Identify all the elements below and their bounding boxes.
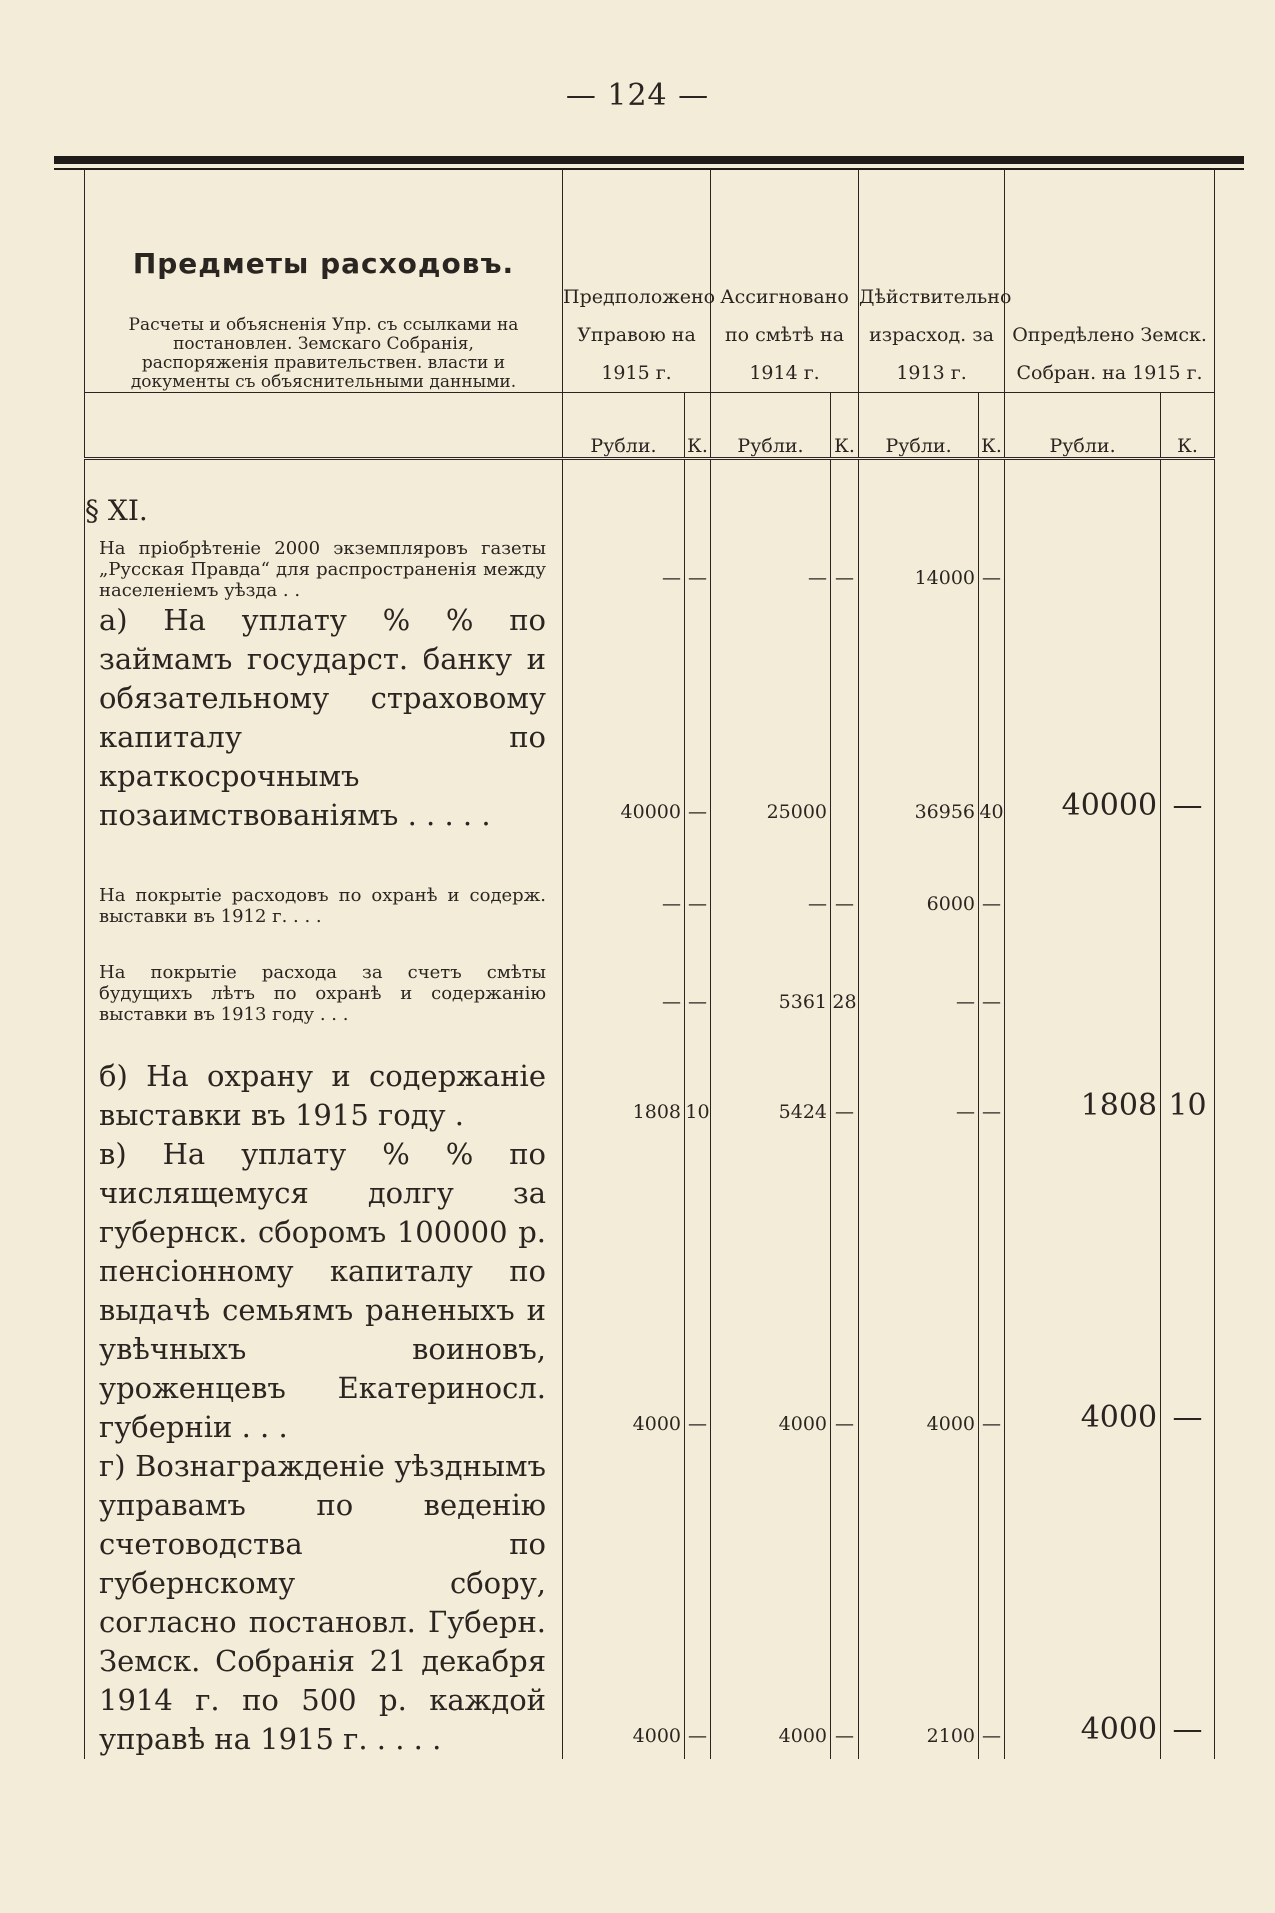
header-rule <box>54 156 1244 164</box>
proposed-kopecks: — <box>685 601 711 835</box>
assigned-rubles: 5424 <box>711 1025 831 1135</box>
proposed-kopecks: — <box>685 1135 711 1447</box>
proposed-rubles: 4000 <box>563 1135 685 1447</box>
page-number: — 124 — <box>565 78 710 113</box>
assigned-rubles: — <box>711 835 831 927</box>
assigned-rubles: — <box>711 527 831 601</box>
header-col-assigned: Ассигновано по смѣтѣ на 1914 г. <box>711 170 859 392</box>
unit-rub: Рубли. <box>1005 392 1161 458</box>
assigned-kopecks: 28 <box>831 927 859 1025</box>
spent-rubles: 2100 <box>859 1447 979 1759</box>
unit-kop: К. <box>685 392 711 458</box>
section-row <box>85 464 1215 527</box>
row-description: а) На уплату % % по займамъ государст. банку и обязательному страховому капиталу по краткосрочнымъ позаимствованіямъ . . . . . <box>85 601 563 835</box>
determined-kopecks <box>1161 527 1215 601</box>
row-description: в) На уплату % % по числящемуся долгу за губернск. сборомъ 100000 р. пенсіонному капиталу по выдачѣ семьямъ раненыхъ и увѣчныхъ воиновъ, уроженцевъ Екатериносл. губерніи . . . <box>85 1135 563 1447</box>
header-cell-items <box>85 170 563 392</box>
determined-rubles: 4000 <box>1005 1447 1161 1759</box>
header-col-determined: Опредѣлено Земск. Собран. на 1915 г. <box>1005 170 1215 392</box>
spent-rubles: 4000 <box>859 1135 979 1447</box>
spent-kopecks: 40 <box>979 601 1005 835</box>
table-row <box>85 927 1215 1025</box>
expense-table <box>84 170 1215 1759</box>
spent-rubles: — <box>859 927 979 1025</box>
assigned-rubles: 5361 <box>711 927 831 1025</box>
spent-kopecks: — <box>979 527 1005 601</box>
determined-kopecks: — <box>1161 601 1215 835</box>
assigned-rubles: 25000 <box>711 601 831 835</box>
table-row <box>85 527 1215 601</box>
spent-kopecks: — <box>979 1135 1005 1447</box>
table-row <box>85 1025 1215 1135</box>
determined-kopecks: 10 <box>1161 1025 1215 1135</box>
proposed-kopecks: — <box>685 927 711 1025</box>
spent-kopecks: — <box>979 927 1005 1025</box>
assigned-kopecks: — <box>831 527 859 601</box>
determined-rubles: 1808 <box>1005 1025 1161 1135</box>
table-row <box>85 835 1215 927</box>
assigned-kopecks: — <box>831 1025 859 1135</box>
header-subtitle: Расчеты и объясненія Упр. съ ссылками на постановлен. Земскаго Собранія, распоряженія правительствен. власти и документы съ объяснительными данными. <box>128 314 519 392</box>
unit-rub: Рубли. <box>563 392 685 458</box>
assigned-kopecks: — <box>831 835 859 927</box>
determined-kopecks <box>1161 835 1215 927</box>
proposed-kopecks: — <box>685 1447 711 1759</box>
table-row <box>85 1447 1215 1759</box>
unit-kop: К. <box>979 392 1005 458</box>
determined-rubles <box>1005 527 1161 601</box>
row-description: г) Вознагражденіе уѣзднымъ управамъ по веденію счетоводства по губернскому сбору, согласно постановл. Губерн. Земск. Собранія 21 декабря 1914 г. по 500 р. каждой управѣ на 1915 г. . . . . <box>85 1447 563 1759</box>
row-description: На пріобрѣтеніе 2000 экземпляровъ газеты „Русская Правда“ для распространенія между населеніемъ уѣзда . . <box>85 527 563 601</box>
proposed-rubles: 1808 <box>563 1025 685 1135</box>
table-row <box>85 601 1215 835</box>
proposed-rubles: — <box>563 835 685 927</box>
unit-kop: К. <box>1161 392 1215 458</box>
proposed-rubles: 40000 <box>563 601 685 835</box>
header-title: Предметы расходовъ. <box>132 246 515 280</box>
spent-rubles: 14000 <box>859 527 979 601</box>
determined-kopecks: — <box>1161 1135 1215 1447</box>
header-col-spent: Дѣйствительно израсход. за 1913 г. <box>859 170 1005 392</box>
determined-kopecks <box>1161 927 1215 1025</box>
header-col-proposed: Предположено Управою на 1915 г. <box>563 170 711 392</box>
row-description: б) На охрану и содержаніе выставки въ 1915 году . <box>85 1025 563 1135</box>
proposed-kopecks: — <box>685 527 711 601</box>
determined-kopecks: — <box>1161 1447 1215 1759</box>
spent-rubles: 36956 <box>859 601 979 835</box>
determined-rubles: 40000 <box>1005 601 1161 835</box>
spent-kopecks: — <box>979 1447 1005 1759</box>
determined-rubles: 4000 <box>1005 1135 1161 1447</box>
proposed-kopecks: — <box>685 835 711 927</box>
determined-rubles <box>1005 927 1161 1025</box>
row-description: На покрытіе расходовъ по охранѣ и содерж. выставки въ 1912 г. . . . <box>85 835 563 927</box>
section-heading: § XI. <box>85 464 563 527</box>
proposed-rubles: — <box>563 527 685 601</box>
table-row <box>85 1135 1215 1447</box>
spent-kopecks: — <box>979 1025 1005 1135</box>
spent-rubles: — <box>859 1025 979 1135</box>
proposed-rubles: 4000 <box>563 1447 685 1759</box>
unit-rub: Рубли. <box>711 392 831 458</box>
assigned-rubles: 4000 <box>711 1135 831 1447</box>
unit-kop: К. <box>831 392 859 458</box>
proposed-kopecks: 10 <box>685 1025 711 1135</box>
determined-rubles <box>1005 835 1161 927</box>
proposed-rubles: — <box>563 927 685 1025</box>
units-row <box>85 392 1215 458</box>
spent-kopecks: — <box>979 835 1005 927</box>
assigned-kopecks <box>831 601 859 835</box>
assigned-kopecks: — <box>831 1447 859 1759</box>
spent-rubles: 6000 <box>859 835 979 927</box>
assigned-rubles: 4000 <box>711 1447 831 1759</box>
unit-rub: Рубли. <box>859 392 979 458</box>
assigned-kopecks: — <box>831 1135 859 1447</box>
row-description: На покрытіе расхода за счетъ смѣты будущихъ лѣтъ по охранѣ и содержанію выставки въ 1913 году . . . <box>85 927 563 1025</box>
